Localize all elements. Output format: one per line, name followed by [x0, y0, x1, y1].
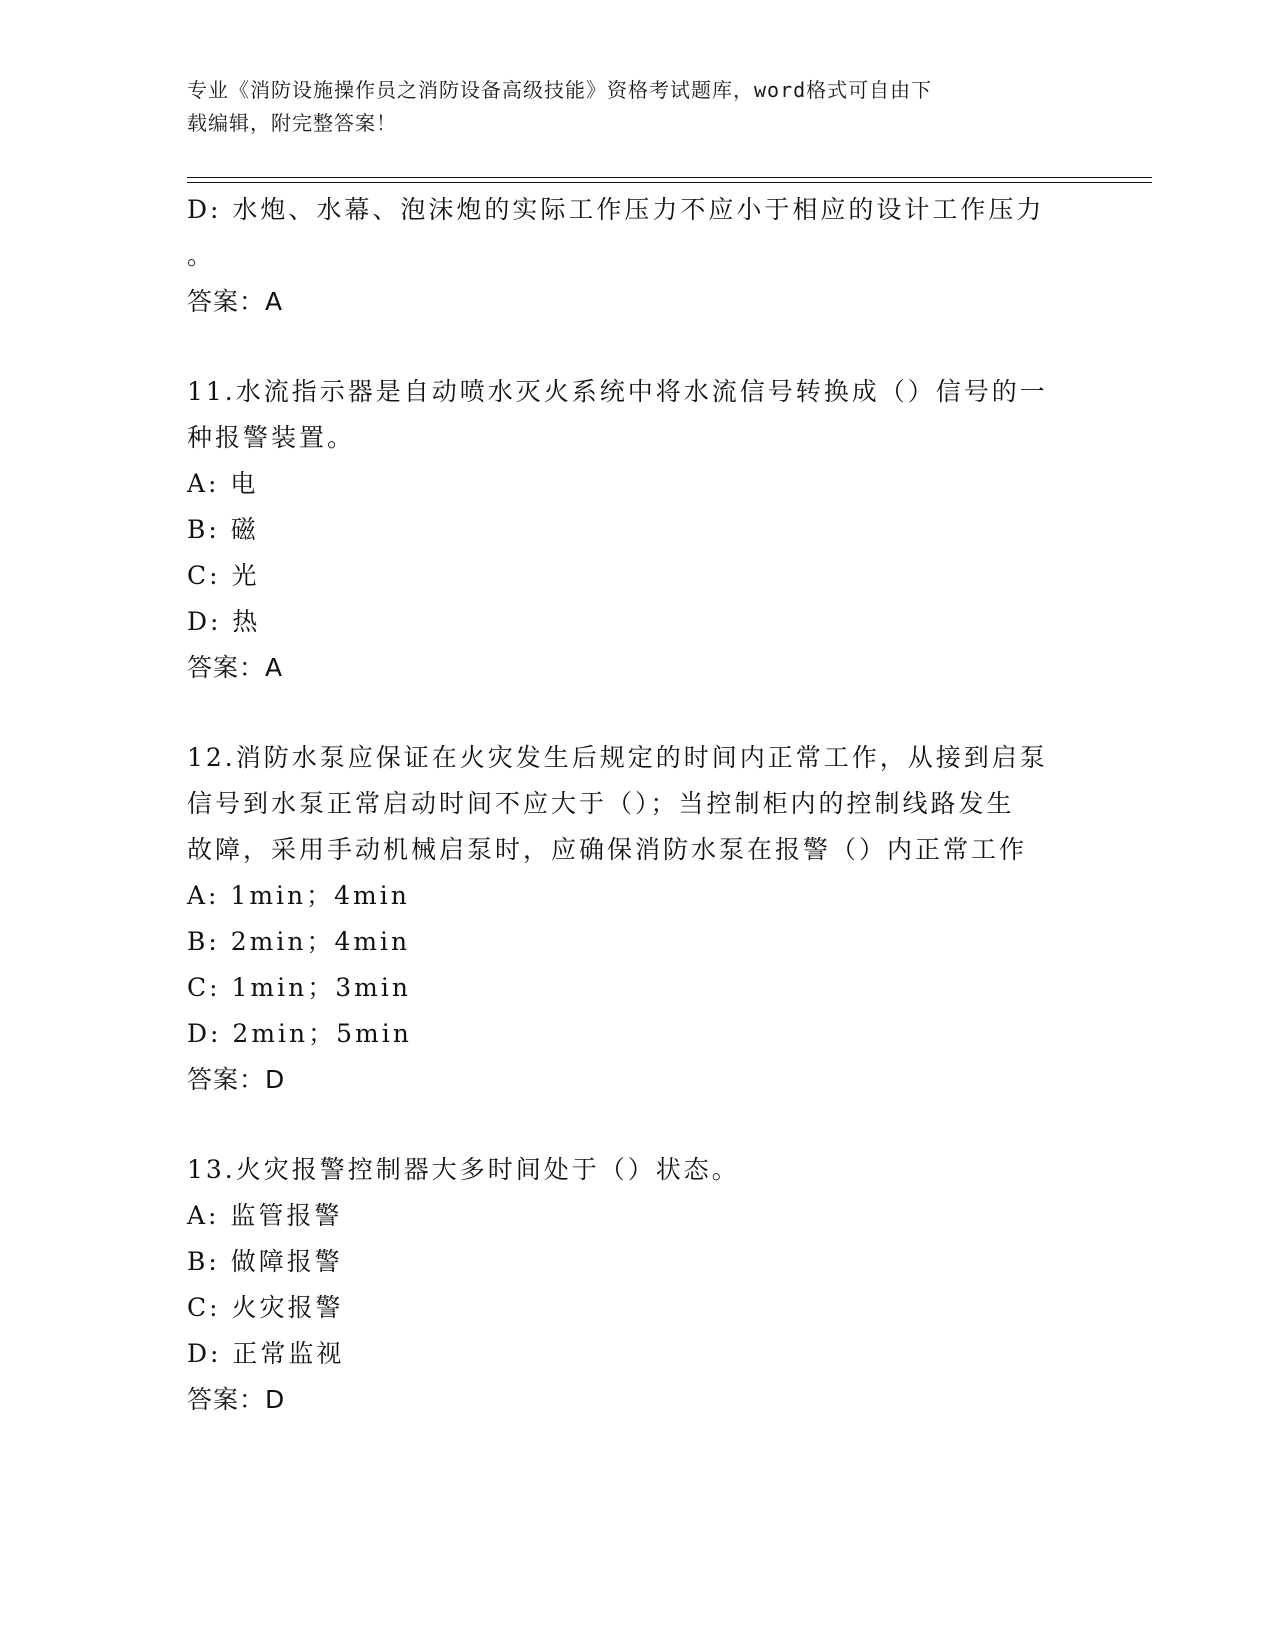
answer: 答案：A — [187, 287, 284, 316]
option-d-continuation: 。 — [187, 241, 216, 270]
option-d: D: 正常监视 — [187, 1339, 345, 1368]
option-d: D: 热 — [187, 607, 261, 636]
option-a: A: 1min；4min — [187, 881, 410, 910]
answer: 答案：D — [187, 1385, 286, 1414]
header-divider-top — [187, 177, 1152, 178]
question-stem: 11.水流指示器是自动喷水灭火系统中将水流信号转换成（）信号的一 — [187, 377, 1048, 406]
spacer — [187, 325, 1087, 369]
option-a: A: 监管报警 — [187, 1201, 343, 1230]
answer: 答案：A — [187, 653, 284, 682]
option-c: C: 1min；3min — [187, 973, 411, 1002]
option-b: B: 磁 — [187, 515, 259, 544]
question-content — [187, 187, 1087, 1423]
document-header — [187, 74, 1087, 140]
spacer — [187, 1103, 1087, 1147]
question-stem: 13.火灾报警控制器大多时间处于（）状态。 — [187, 1155, 740, 1184]
spacer — [187, 691, 1087, 735]
option-d: D: 水炮、水幕、泡沫炮的实际工作压力不应小于相应的设计工作压力 — [187, 195, 1045, 224]
header-line-1: 专业《消防设施操作员之消防设备高级技能》资格考试题库，word格式可自由下 — [187, 78, 933, 102]
option-b: B: 做障报警 — [187, 1247, 343, 1276]
option-a: A: 电 — [187, 469, 259, 498]
question-stem: 信号到水泵正常启动时间不应大于（）；当控制柜内的控制线路发生 — [187, 789, 1015, 818]
question-12 — [187, 735, 1087, 1103]
option-c: C: 光 — [187, 561, 260, 590]
question-11 — [187, 369, 1087, 691]
question-stem: 种报警装置。 — [187, 423, 356, 452]
prev-question — [187, 187, 1087, 325]
question-stem: 故障，采用手动机械启泵时，应确保消防水泵在报警（）内正常工作 — [187, 835, 1028, 864]
question-13 — [187, 1147, 1087, 1423]
header-line-2: 载编辑，附完整答案！ — [187, 111, 397, 135]
option-d: D: 2min；5min — [187, 1019, 412, 1048]
answer: 答案：D — [187, 1065, 286, 1094]
option-c: C: 火灾报警 — [187, 1293, 344, 1322]
question-stem: 12.消防水泵应保证在火灾发生后规定的时间内正常工作，从接到启泵 — [187, 743, 1048, 772]
header-divider-bottom — [187, 182, 1152, 183]
option-b: B: 2min；4min — [187, 927, 411, 956]
